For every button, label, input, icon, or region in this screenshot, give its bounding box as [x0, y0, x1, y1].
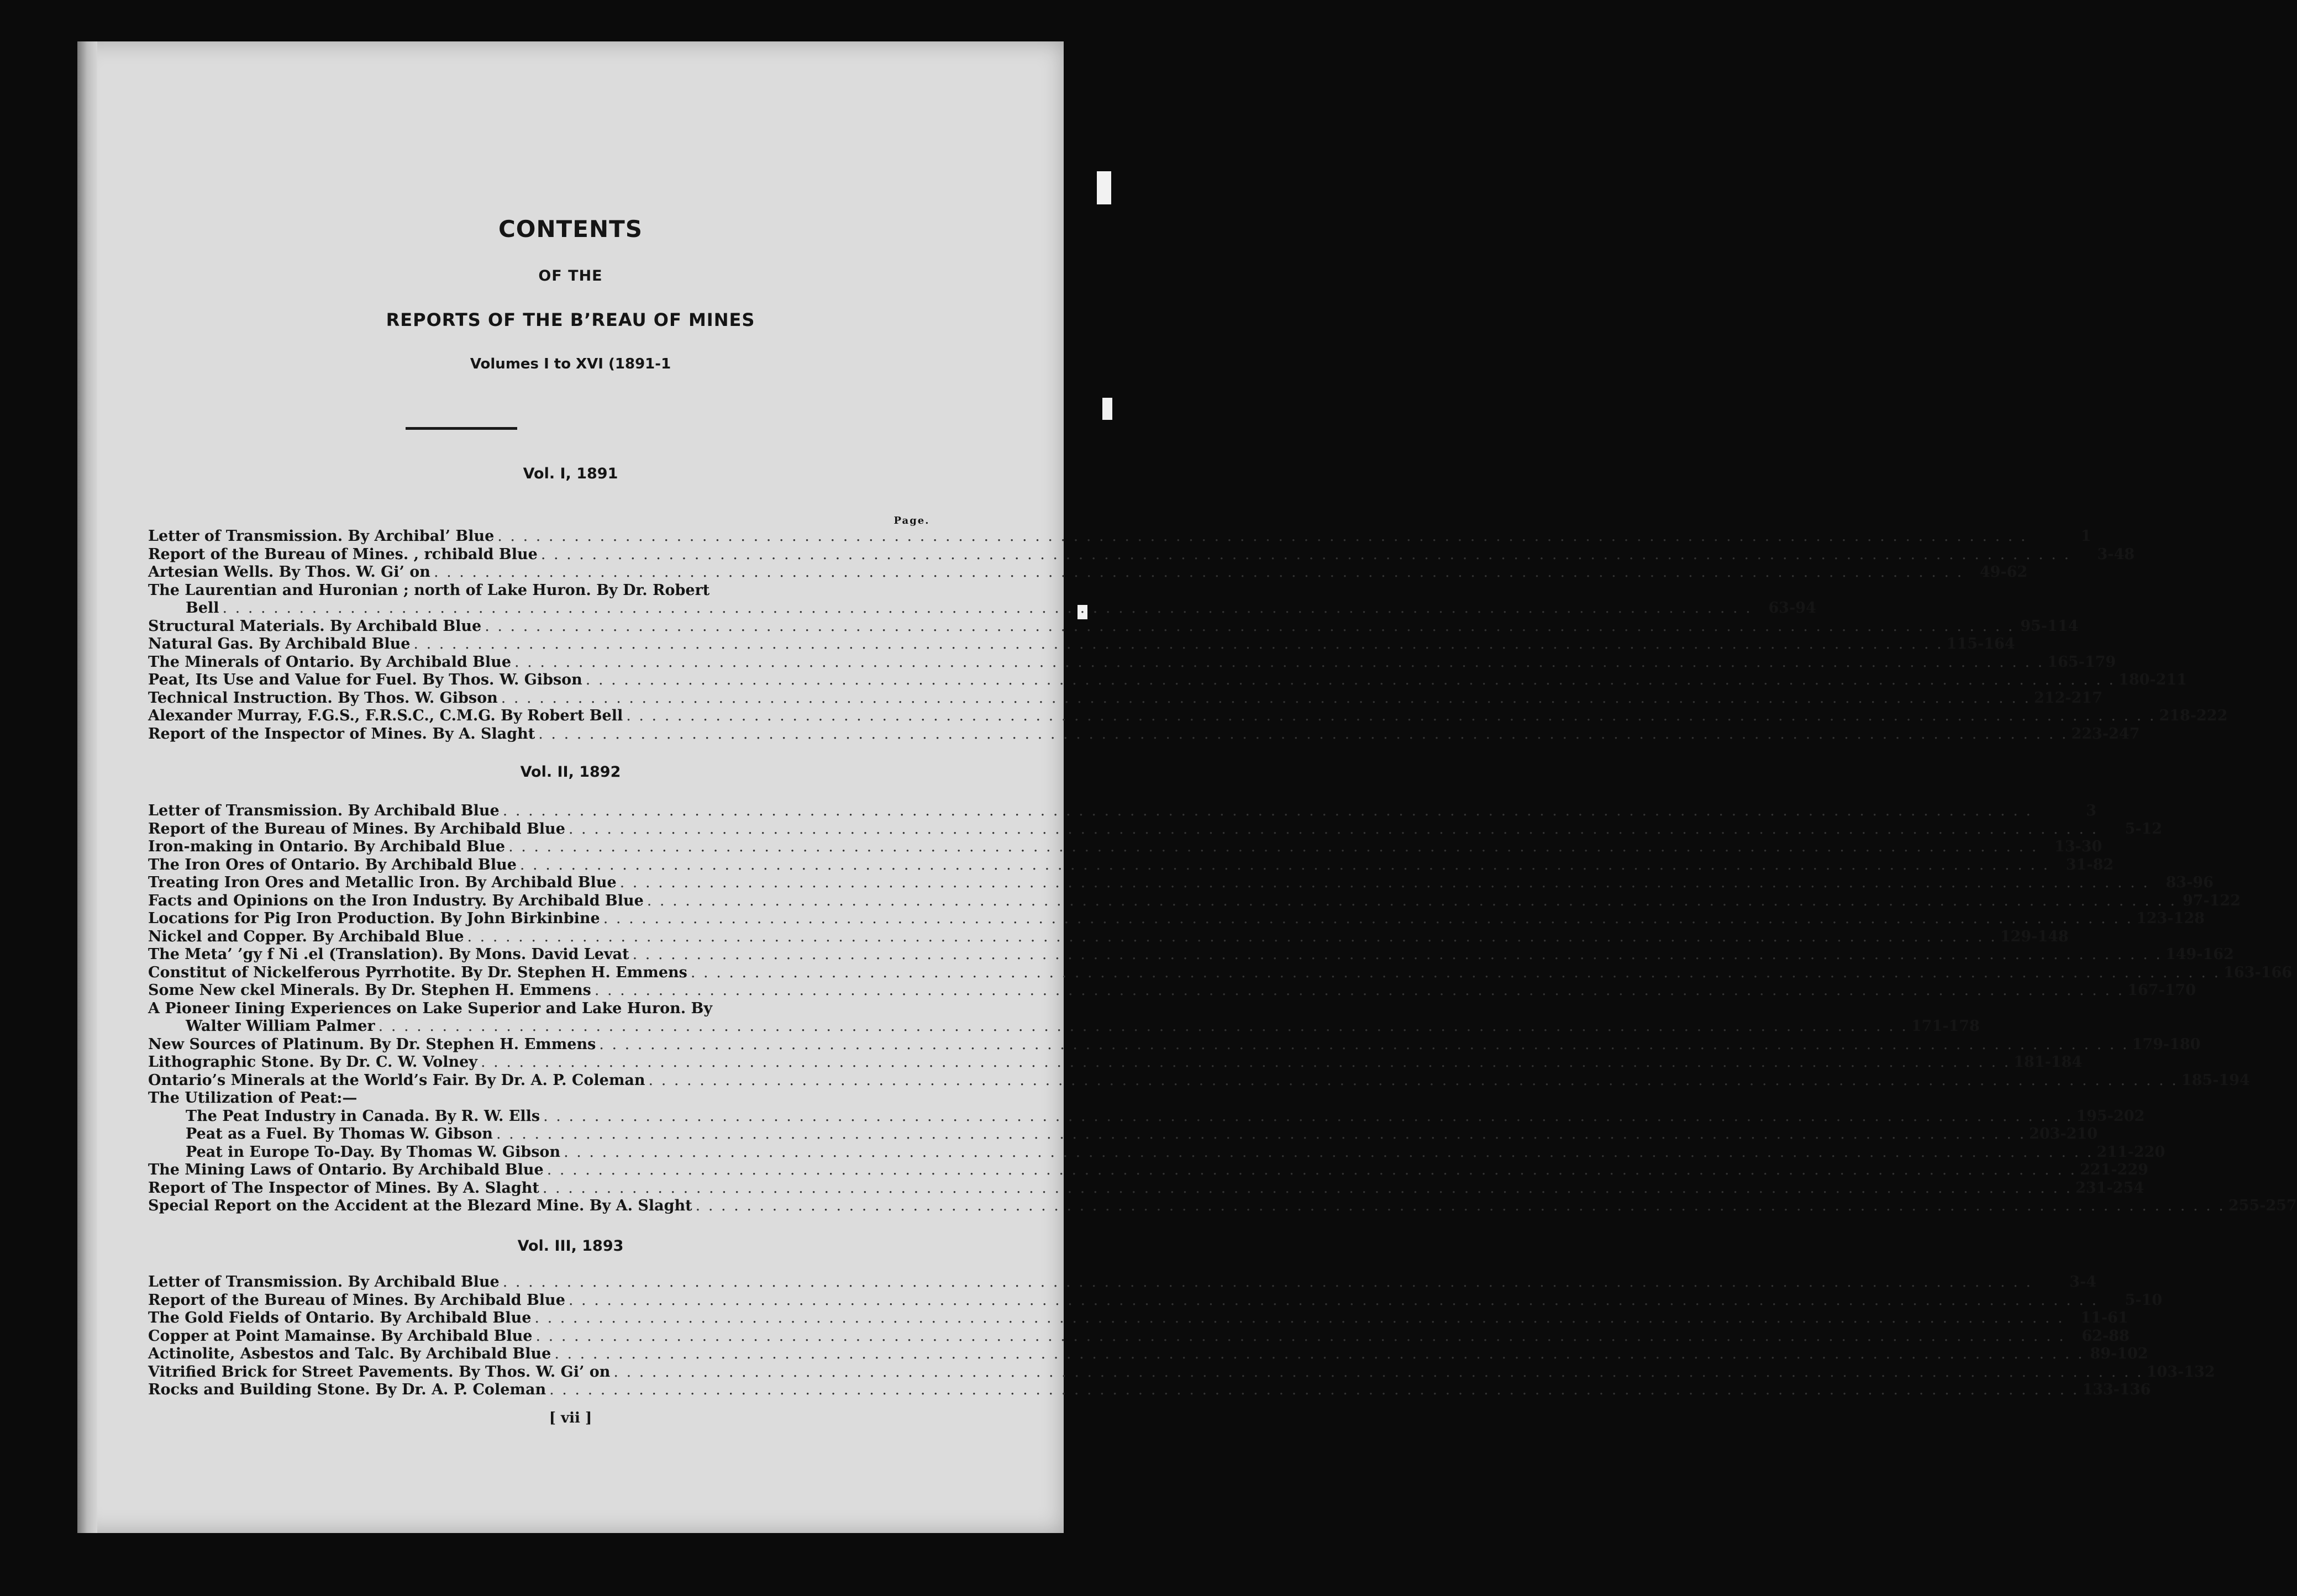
toc-entry: [148, 707, 2228, 725]
toc-entry: [148, 982, 2196, 1000]
toc-entry: [148, 1309, 2128, 1328]
toc-entry: [148, 802, 2096, 820]
dot-leader: . . . . . . . . . . . . . . . . . . . . . . . . . . . . . . . . . . . . . . . . . . . . . . . . . . . . . . . . . . . . . . . . . . . . . . . . . . . . . . . . . . . . . . . . . . . . . . . . . . . . . . . . . . . . . . . . . . . . . . . .: [603, 910, 2133, 927]
toc-entry: [148, 963, 2293, 982]
toc-entry-title: Nickel and Copper. By Archibald Blue: [148, 928, 464, 945]
dot-leader: . . . . . . . . . . . . . . . . . . . . . . . . . . . . . . . . . . . . . . . . . . . . . . . . . . . . . . . . . . . . . . . . . . . . . . . . . . . . . . . . . . . . . . . . . . . . . . . . . . . . . . . . . . . . . . . . . . . . . . . .: [568, 1291, 2099, 1309]
dot-leader: . . . . . . . . . . . . . . . . . . . . . . . . . . . . . . . . . . . . . . . . . . . . . . . . . . . . . . . . . . . . . . . . . . . . . . . . . . . . . . . . . . . . . . . . . . . . . . . . . . . . . . . . . . . . . . . . . . . . . . . .: [535, 1327, 2065, 1345]
toc-entry: [148, 1125, 2098, 1144]
toc-entry-page: 180-211: [2119, 671, 2187, 688]
toc-entry-page: 95-114: [2020, 617, 2079, 635]
toc-entry: [148, 1197, 2297, 1215]
toc-entry-title: Alexander Murray, F.G.S., F.R.S.C., C.M.G. By Robert Bell: [148, 707, 623, 724]
toc-entry-title: The Iron Ores of Ontario. By Archibald Blue: [148, 856, 517, 873]
toc-entry-title: The Mining Laws of Ontario. By Archibald Blue: [148, 1161, 544, 1178]
dot-leader: . . . . . . . . . . . . . . . . . . . . . . . . . . . . . . . . . . . . . . . . . . . . . . . . . . . . . . . . . . . . . . . . . . . . . . . . . . . . . . . . . . . . . . . . . . . . . . . . . . . . . . . . . . . . . . . . . . . . . . . .: [594, 982, 2125, 999]
toc-entry: [148, 1161, 2148, 1179]
toc-entry-title: The Utilization of Peat:—: [148, 1089, 358, 1107]
toc-entry-title: Peat, Its Use and Value for Fuel. By Thos. W. Gibson: [148, 671, 582, 688]
toc-entry: [148, 1179, 2144, 1198]
toc-entry: [148, 1089, 938, 1108]
toc-entry-title: Structural Materials. By Archibald Blue: [148, 617, 482, 635]
toc-entry: [148, 635, 2015, 654]
vol3-heading: Vol. III, 1893: [517, 1237, 624, 1255]
toc-entry-page: 123-128: [2136, 910, 2205, 927]
toc-entry: [148, 1000, 938, 1018]
dot-leader: . . . . . . . . . . . . . . . . . . . . . . . . . . . . . . . . . . . . . . . . . . . . . . . . . . . . . . . . . . . . . . . . . . . . . . . . . . . . . . . . . . . . . . . . . . . . . . . . . . . . . . . . . . . . . . . . . . . . . . . .: [540, 545, 2071, 563]
toc-entry-title: Walter William Palmer: [186, 1018, 375, 1035]
dot-leader: . . . . . . . . . . . . . . . . . . . . . . . . . . . . . . . . . . . . . . . . . . . . . . . . . . . . . . . . . . . . . . . . . . . . . . . . . . . . . . . . . . . . . . . . . . . . . . . . . . . . . . . . . . . . . . . . . . . . . . . .: [690, 963, 2221, 981]
toc-entry-page: 3-4: [2069, 1273, 2096, 1291]
dot-leader: . . . . . . . . . . . . . . . . . . . . . . . . . . . . . . . . . . . . . . . . . . . . . . . . . . . . . . . . . . . . . . . . . . . . . . . . . . . . . . . . . . . . . . . . . . . . . . . . . . . . . . . . . . . . . . . . . . . . . . . .: [646, 892, 2177, 909]
toc-entry: [148, 1035, 2201, 1054]
scan-speck: [1097, 171, 1111, 204]
toc-entry: [148, 838, 2102, 856]
toc-entry-page: 167-170: [2127, 982, 2196, 999]
dot-leader: . . . . . . . . . . . . . . . . . . . . . . . . . . . . . . . . . . . . . . . . . . . . . . . . . . . . . . . . . . . . . . . . . . . . . . . . . . . . . . . . . . . . . . . . . . . . . . . . . . . . . . . . . . . . . . . . . . . . . . . .: [502, 1273, 2032, 1291]
dot-leader: . . . . . . . . . . . . . . . . . . . . . . . . . . . . . . . . . . . . . . . . . . . . . . . . . . . . . . . . . . . . . . . . . . . . . . . . . . . . . . . . . . . . . . . . . . . . . . . . . . . . . . . . . . . . . . . . . . . . . . . .: [695, 1197, 2225, 1214]
toc-entry-title: Natural Gas. By Archibald Blue: [148, 635, 411, 652]
dot-leader: . . . . . . . . . . . . . . . . . . . . . . . . . . . . . . . . . . . . . . . . . . . . . . . . . . . . . . . . . . . . . . . . . . . . . . . . . . . . . . . . . . . . . . . . . . . . . . . . . . . . . . . . . . . . . . . . . . . . . . . .: [542, 1179, 2073, 1197]
dot-leader: . . . . . . . . . . . . . . . . . . . . . . . . . . . . . . . . . . . . . . . . . . . . . . . . . . . . . . . . . . . . . . . . . . . . . . . . . . . . . . . . . . . . . . . . . . . . . . . . . . . . . . . . . . . . . . . . . . . . . . . .: [543, 1107, 2073, 1125]
toc-entry: [148, 856, 2114, 875]
dot-leader: . . . . . . . . . . . . . . . . . . . . . . . . . . . . . . . . . . . . . . . . . . . . . . . . . . . . . . . . . . . . . . . . . . . . . . . . . . . . . . . . . . . . . . . . . . . . . . . . . . . . . . . . . . . . . . . . . . . . . . . .: [485, 617, 2015, 635]
toc-entry-page: 185-194: [2181, 1071, 2250, 1089]
toc-entry-title: Report of the Bureau of Mines. , rchibald Blue: [148, 545, 538, 563]
toc-entry-page: 195-202: [2076, 1107, 2145, 1125]
toc-entry-title: Some New ckel Minerals. By Dr. Stephen H. Emmens: [148, 982, 591, 999]
dot-leader: . . . . . . . . . . . . . . . . . . . . . . . . . . . . . . . . . . . . . . . . . . . . . . . . . . . . . . . . . . . . . . . . . . . . . . . . . . . . . . . . . . . . . . . . . . . . . . . . . . . . . . . . . . . . . . . . . . . . . . . .: [619, 874, 2149, 891]
toc-entry-title: The Minerals of Ontario. By Archibald Blue: [148, 653, 511, 671]
toc-entry-page: 3: [2086, 802, 2096, 819]
dot-leader: . . . . . . . . . . . . . . . . . . . . . . . . . . . . . . . . . . . . . . . . . . . . . . . . . . . . . . . . . . . . . . . . . . . . . . . . . . . . . . . . . . . . . . . . . . . . . . . . . . . . . . . . . . . . . . . . . . . . . . . .: [378, 1018, 1908, 1035]
volumes-range: Volumes I to XVI (1891-1: [470, 356, 671, 372]
dot-leader: . . . . . . . . . . . . . . . . . . . . . . . . . . . . . . . . . . . . . . . . . . . . . . . . . . . . . . . . . . . . . . . . . . . . . . . . . . . . . . . . . . . . . . . . . . . . . . . . . . . . . . . . . . . . . . . . . . . . . . . .: [480, 1054, 2011, 1071]
toc-entry-title: The Laurentian and Huronian ; north of Lake Huron. By Dr. Robert: [148, 581, 710, 599]
toc-entry: [148, 671, 2187, 689]
dot-leader: . . . . . . . . . . . . . . . . . . . . . . . . . . . . . . . . . . . . . . . . . . . . . . . . . . . . . . . . . . . . . . . . . . . . . . . . . . . . . . . . . . . . . . . . . . . . . . . . . . . . . . . . . . . . . . . . . . . . . . . .: [519, 856, 2050, 873]
dot-leader: . . . . . . . . . . . . . . . . . . . . . . . . . . . . . . . . . . . . . . . . . . . . . . . . . . . . . . . . . . . . . . . . . . . . . . . . . . . . . . . . . . . . . . . . . . . . . . . . . . . . . . . . . . . . . . . . . . . . . . . .: [549, 1381, 2079, 1398]
toc-entry-page: 181-184: [2014, 1054, 2083, 1071]
dot-leader: . . . . . . . . . . . . . . . . . . . . . . . . . . . . . . . . . . . . . . . . . . . . . . . . . . . . . . . . . . . . . . . . . . . . . . . . . . . . . . . . . . . . . . . . . . . . . . . . . . . . . . . . . . . . . . . . . . . . . . . .: [546, 1161, 2077, 1178]
toc-entry: [148, 874, 2214, 892]
toc-entry-page: 83-96: [2165, 874, 2214, 891]
toc-entry: [148, 1071, 2250, 1090]
toc-entry: [148, 928, 2069, 946]
toc-entry-title: Ontario’s Minerals at the World’s Fair. By Dr. A. P. Coleman: [148, 1071, 645, 1089]
toc-entry-title: The Peat Industry in Canada. By R. W. Ells: [186, 1107, 540, 1125]
toc-entry-page: 211-220: [2096, 1143, 2165, 1161]
toc-entry-title: Facts and Opinions on the Iron Industry. By Archibald Blue: [148, 892, 644, 909]
toc-entry: [148, 689, 2102, 708]
toc-entry-page: 115-164: [1946, 635, 2015, 652]
toc-entry: [148, 910, 2205, 928]
toc-entry-title: Copper at Point Mamainse. By Archibald Blue: [148, 1327, 533, 1345]
toc-entry-page: 149-162: [2165, 946, 2234, 963]
toc-entry-page: 203-210: [2029, 1125, 2098, 1142]
dot-leader: . . . . . . . . . . . . . . . . . . . . . . . . . . . . . . . . . . . . . . . . . . . . . . . . . . . . . . . . . . . . . . . . . . . . . . . . . . . . . . . . . . . . . . . . . . . . . . . . . . . . . . . . . . . . . . . . . . . . . . . .: [632, 946, 2162, 963]
dot-leader: . . . . . . . . . . . . . . . . . . . . . . . . . . . . . . . . . . . . . . . . . . . . . . . . . . . . . . . . . . . . . . . . . . . . . . . . . . . . . . . . . . . . . . . . . . . . . . . . . . . . . . . . . . . . . . . . . . . . . . . .: [538, 725, 2068, 742]
toc-entry-page: 3-48: [2097, 545, 2135, 563]
toc-entry: [148, 946, 2234, 964]
vol3-entries: [148, 1273, 2215, 1399]
dot-leader: . . . . . . . . . . . . . . . . . . . . . . . . . . . . . . . . . . . . . . . . . . . . . . . . . . . . . . . . . . . . . . . . . . . . . . . . . . . . . . . . . . . . . . . . . . . . . . . . . . . . . . . . . . . . . . . . . . . . . . . .: [648, 1071, 2178, 1089]
toc-entry: [148, 545, 2135, 564]
toc-entry-title: Peat as a Fuel. By Thomas W. Gibson: [186, 1125, 493, 1142]
toc-entry-page: 63-94: [1768, 599, 1816, 617]
page-spine-shadow: [77, 41, 97, 1533]
toc-entry-title: Technical Instruction. By Thos. W. Gibson: [148, 689, 498, 707]
toc-entry-page: 165-179: [2047, 653, 2116, 671]
toc-entry-title: The Meta’ ’gy f Ni .el (Translation). By Mons. David Levat: [148, 946, 629, 963]
toc-entry: [148, 1345, 2148, 1363]
toc-entry-title: The Gold Fields of Ontario. By Archibald Blue: [148, 1309, 532, 1326]
dot-leader: . . . . . . . . . . . . . . . . . . . . . . . . . . . . . . . . . . . . . . . . . . . . . . . . . . . . . . . . . . . . . . . . . . . . . . . . . . . . . . . . . . . . . . . . . . . . . . . . . . . . . . . . . . . . . . . . . . . . . . . .: [222, 599, 1752, 617]
dot-leader: . . . . . . . . . . . . . . . . . . . . . . . . . . . . . . . . . . . . . . . . . . . . . . . . . . . . . . . . . . . . . . . . . . . . . . . . . . . . . . . . . . . . . . . . . . . . . . . . . . . . . . . . . . . . . . . . . . . . . . . .: [568, 820, 2099, 837]
toc-entry-page: 5-10: [2125, 1291, 2163, 1309]
toc-entry: [148, 1018, 1980, 1036]
toc-entry: [148, 820, 2163, 839]
toc-entry-title: Treating Iron Ores and Metallic Iron. By Archibald Blue: [148, 874, 617, 891]
toc-entry: [148, 725, 2140, 744]
dot-leader: . . . . . . . . . . . . . . . . . . . . . . . . . . . . . . . . . . . . . . . . . . . . . . . . . . . . . . . . . . . . . . . . . . . . . . . . . . . . . . . . . . . . . . . . . . . . . . . . . . . . . . . . . . . . . . . . . . . . . . . .: [585, 671, 2116, 688]
toc-entry-page: 1: [2080, 528, 2091, 545]
toc-entry-page: 49-62: [1979, 563, 2028, 581]
toc-entry-title: Special Report on the Accident at the Blezard Mine. By A. Slaght: [148, 1197, 692, 1214]
toc-entry: [148, 1363, 2215, 1382]
vol1-entries: [148, 528, 2228, 743]
toc-entry-title: Report of the Bureau of Mines. By Archibald Blue: [148, 1291, 565, 1309]
toc-entry: [148, 653, 2116, 672]
toc-entry: [148, 1107, 2145, 1126]
toc-entry-page: 13-30: [2054, 838, 2102, 855]
toc-entry-page: 163-166: [2224, 963, 2293, 981]
toc-entry-title: Rocks and Building Stone. By Dr. A. P. Coleman: [148, 1381, 546, 1398]
dot-leader: . . . . . . . . . . . . . . . . . . . . . . . . . . . . . . . . . . . . . . . . . . . . . . . . . . . . . . . . . . . . . . . . . . . . . . . . . . . . . . . . . . . . . . . . . . . . . . . . . . . . . . . . . . . . . . . . . . . . . . . .: [534, 1309, 2064, 1326]
toc-entry-page: 31-82: [2065, 856, 2114, 873]
toc-entry-page: 133-136: [2082, 1381, 2151, 1398]
toc-entry-page: 97-122: [2182, 892, 2241, 909]
toc-entry-page: 5-12: [2125, 820, 2163, 837]
dot-leader: . . . . . . . . . . . . . . . . . . . . . . . . . . . . . . . . . . . . . . . . . . . . . . . . . . . . . . . . . . . . . . . . . . . . . . . . . . . . . . . . . . . . . . . . . . . . . . . . . . . . . . . . . . . . . . . . . . . . . . . .: [501, 689, 2031, 707]
toc-entry: [148, 617, 2079, 636]
toc-entry-title: Letter of Transmission. By Archibal’ Blue: [148, 528, 495, 545]
toc-entry-page: 212-217: [2033, 689, 2102, 707]
toc-entry-page: 231-254: [2075, 1179, 2144, 1197]
vol2-heading: Vol. II, 1892: [520, 763, 621, 781]
toc-entry-title: Locations for Pig Iron Production. By John Birkinbine: [148, 910, 600, 927]
dot-leader: . . . . . . . . . . . . . . . . . . . . . . . . . . . . . . . . . . . . . . . . . . . . . . . . . . . . . . . . . . . . . . . . . . . . . . . . . . . . . . . . . . . . . . . . . . . . . . . . . . . . . . . . . . . . . . . . . . . . . . . .: [554, 1345, 2084, 1362]
dot-leader: . . . . . . . . . . . . . . . . . . . . . . . . . . . . . . . . . . . . . . . . . . . . . . . . . . . . . . . . . . . . . . . . . . . . . . . . . . . . . . . . . . . . . . . . . . . . . . . . . . . . . . . . . . . . . . . . . . . . . . . .: [413, 635, 1943, 652]
contents-title: CONTENTS: [498, 215, 643, 243]
toc-entry-page: 171-178: [1911, 1018, 1980, 1035]
scan-speck: [1102, 398, 1112, 420]
toc-entry: [148, 1273, 2096, 1292]
dot-leader: . . . . . . . . . . . . . . . . . . . . . . . . . . . . . . . . . . . . . . . . . . . . . . . . . . . . . . . . . . . . . . . . . . . . . . . . . . . . . . . . . . . . . . . . . . . . . . . . . . . . . . . . . . . . . . . . . . . . . . . .: [599, 1035, 2129, 1053]
toc-entry-page: 129-148: [2000, 928, 2069, 945]
dot-leader: . . . . . . . . . . . . . . . . . . . . . . . . . . . . . . . . . . . . . . . . . . . . . . . . . . . . . . . . . . . . . . . . . . . . . . . . . . . . . . . . . . . . . . . . . . . . . . . . . . . . . . . . . . . . . . . . . . . . . . . .: [497, 528, 2027, 545]
dot-leader: . . . . . . . . . . . . . . . . . . . . . . . . . . . . . . . . . . . . . . . . . . . . . . . . . . . . . . . . . . . . . . . . . . . . . . . . . . . . . . . . . . . . . . . . . . . . . . . . . . . . . . . . . . . . . . . . . . . . . . . .: [564, 1143, 2094, 1161]
toc-entry: [148, 1291, 2163, 1310]
toc-entry-title: Report of the Inspector of Mines. By A. Slaght: [148, 725, 535, 742]
toc-entry-title: Peat in Europe To-Day. By Thomas W. Gibson: [186, 1143, 561, 1161]
toc-entry-page: 11-61: [2080, 1309, 2128, 1326]
toc-entry-page: 223-247: [2071, 725, 2140, 742]
vol1-heading: Vol. I, 1891: [523, 465, 618, 482]
toc-entry: [148, 892, 2241, 910]
dot-leader: . . . . . . . . . . . . . . . . . . . . . . . . . . . . . . . . . . . . . . . . . . . . . . . . . . . . . . . . . . . . . . . . . . . . . . . . . . . . . . . . . . . . . . . . . . . . . . . . . . . . . . . . . . . . . . . . . . . . . . . .: [508, 838, 2038, 855]
toc-entry: [148, 582, 938, 600]
dot-leader: . . . . . . . . . . . . . . . . . . . . . . . . . . . . . . . . . . . . . . . . . . . . . . . . . . . . . . . . . . . . . . . . . . . . . . . . . . . . . . . . . . . . . . . . . . . . . . . . . . . . . . . . . . . . . . . . . . . . . . . .: [514, 653, 2044, 671]
toc-entry-title: Iron-making in Ontario. By Archibald Blue: [148, 838, 506, 855]
toc-entry-title: Letter of Transmission. By Archibald Blue: [148, 802, 500, 819]
toc-entry: [148, 1381, 2151, 1399]
dot-leader: . . . . . . . . . . . . . . . . . . . . . . . . . . . . . . . . . . . . . . . . . . . . . . . . . . . . . . . . . . . . . . . . . . . . . . . . . . . . . . . . . . . . . . . . . . . . . . . . . . . . . . . . . . . . . . . . . . . . . . . .: [626, 707, 2156, 724]
toc-entry-title: Letter of Transmission. By Archibald Blue: [148, 1273, 500, 1291]
dot-leader: . . . . . . . . . . . . . . . . . . . . . . . . . . . . . . . . . . . . . . . . . . . . . . . . . . . . . . . . . . . . . . . . . . . . . . . . . . . . . . . . . . . . . . . . . . . . . . . . . . . . . . . . . . . . . . . . . . . . . . . .: [433, 563, 1964, 581]
page-number: [ vii ]: [549, 1410, 592, 1426]
toc-entry-title: Lithographic Stone. By Dr. C. W. Volney: [148, 1054, 477, 1071]
toc-entry: [148, 1143, 2165, 1162]
dot-leader: . . . . . . . . . . . . . . . . . . . . . . . . . . . . . . . . . . . . . . . . . . . . . . . . . . . . . . . . . . . . . . . . . . . . . . . . . . . . . . . . . . . . . . . . . . . . . . . . . . . . . . . . . . . . . . . . . . . . . . . .: [496, 1125, 2026, 1142]
title-divider: [406, 427, 517, 430]
toc-entry-page: 218-222: [2159, 707, 2228, 724]
toc-entry-page: 179-180: [2132, 1035, 2201, 1053]
reports-title: REPORTS OF THE B’REAU OF MINES: [386, 309, 755, 330]
toc-entry-page: 255-257: [2228, 1197, 2297, 1214]
toc-entry-title: A Pioneer Iining Experiences on Lake Superior and Lake Huron. By: [148, 999, 713, 1017]
toc-entry-title: Report of The Inspector of Mines. By A. Slaght: [148, 1179, 539, 1197]
toc-entry-page: 62-88: [2082, 1327, 2130, 1345]
vol2-entries: [148, 802, 2297, 1215]
toc-entry-title: Bell: [186, 599, 219, 617]
dot-leader: . . . . . . . . . . . . . . . . . . . . . . . . . . . . . . . . . . . . . . . . . . . . . . . . . . . . . . . . . . . . . . . . . . . . . . . . . . . . . . . . . . . . . . . . . . . . . . . . . . . . . . . . . . . . . . . . . . . . . . . .: [467, 928, 1997, 945]
toc-entry-title: Artesian Wells. By Thos. W. Gi’ on: [148, 563, 430, 581]
toc-entry-title: Actinolite, Asbestos and Talc. By Archibald Blue: [148, 1345, 551, 1362]
toc-entry-page: 221-229: [2079, 1161, 2148, 1178]
toc-entry: [148, 599, 1816, 618]
toc-entry: [148, 563, 2028, 582]
of-the-line: OF THE: [538, 267, 603, 285]
toc-entry: [148, 1054, 2083, 1072]
toc-entry-title: New Sources of Platinum. By Dr. Stephen H. Emmens: [148, 1035, 596, 1053]
toc-entry-page: 89-102: [2090, 1345, 2148, 1362]
toc-entry-title: Vitrified Brick for Street Pavements. By Thos. W. Gi’ on: [148, 1363, 611, 1381]
page-column-label: Page.: [893, 515, 930, 526]
toc-entry-title: Report of the Bureau of Mines. By Archibald Blue: [148, 820, 565, 837]
toc-entry-title: Constitut of Nickelferous Pyrrhotite. By Dr. Stephen H. Emmens: [148, 963, 687, 981]
toc-entry-page: 103-132: [2146, 1363, 2215, 1381]
dot-leader: . . . . . . . . . . . . . . . . . . . . . . . . . . . . . . . . . . . . . . . . . . . . . . . . . . . . . . . . . . . . . . . . . . . . . . . . . . . . . . . . . . . . . . . . . . . . . . . . . . . . . . . . . . . . . . . . . . . . . . . .: [502, 802, 2032, 819]
dot-leader: . . . . . . . . . . . . . . . . . . . . . . . . . . . . . . . . . . . . . . . . . . . . . . . . . . . . . . . . . . . . . . . . . . . . . . . . . . . . . . . . . . . . . . . . . . . . . . . . . . . . . . . . . . . . . . . . . . . . . . . .: [613, 1363, 2143, 1381]
toc-entry: [148, 1327, 2130, 1346]
toc-entry: [148, 528, 2091, 546]
